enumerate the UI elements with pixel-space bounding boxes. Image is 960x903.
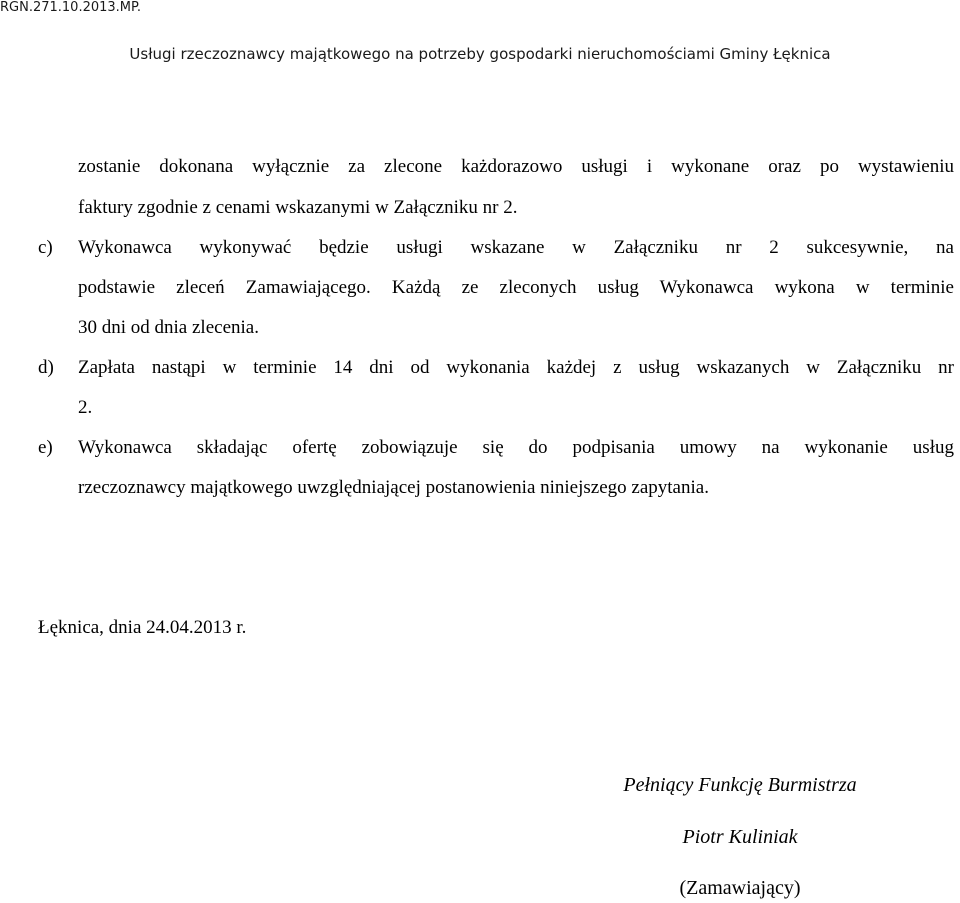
item-c-line-1-word: 2	[769, 237, 779, 258]
item-d-line-2: 2.	[78, 397, 93, 418]
item-c-line-1-word: sukcesywnie,	[806, 237, 909, 258]
item-e-line-1-word: umowy	[679, 437, 737, 458]
item-e-line-1-word: na	[761, 437, 780, 458]
item-c-line-1-word: wskazane	[470, 237, 545, 258]
item-c-line-1-word: nr	[725, 237, 742, 258]
item-c-marker: c)	[38, 237, 53, 258]
item-c-line-1-word: Załączniku	[613, 237, 698, 258]
item-c-line-1-word: w	[572, 237, 586, 258]
item-c-line-1-word: usługi	[396, 237, 443, 258]
document-header-title: Usługi rzeczoznawcy majątkowego na potrzeby gospodarki nieruchomościami Gminy Łęknica	[129, 45, 831, 63]
item-e-line-1-word: Wykonawca	[78, 437, 172, 458]
item-e-line-1-word: ofertę	[292, 437, 337, 458]
item-e-line-1-word: do	[528, 437, 548, 458]
item-c-line-1-word: wykonywać	[199, 237, 292, 258]
continuation-line-1-text: zostanie dokonana wyłącznie za zlecone każdorazowo usługi i wykonane oraz po wystawieniu	[78, 156, 954, 177]
item-c-line-1-word: Wykonawca	[78, 237, 172, 258]
item-e-line-1-word: składając	[196, 437, 268, 458]
item-c-line-1	[78, 237, 954, 259]
continuation-line-2: faktury zgodnie z cenami wskazanymi w Załączniku nr 2.	[78, 197, 518, 218]
item-e-line-2: rzeczoznawcy majątkowego uwzględniającej postanowienia niniejszego zapytania.	[78, 477, 709, 498]
item-c-line-1-word: na	[936, 237, 954, 258]
item-e-line-1-word: się	[482, 437, 504, 458]
item-c-line-1-word: będzie	[319, 237, 369, 258]
item-c-line-2	[78, 277, 954, 299]
item-d-marker: d)	[38, 357, 54, 378]
item-e-line-1-word: wykonanie	[804, 437, 888, 458]
item-e-line-1-word: podpisania	[572, 437, 655, 458]
place-and-date: Łęknica, dnia 24.04.2013 r.	[38, 617, 247, 638]
signature-title: (Zamawiający)	[679, 877, 801, 899]
item-d-line-1-text: Zapłata nastąpi w terminie 14 dni od wykonania każdej z usług wskazanych w Załączniku nr	[78, 357, 954, 378]
item-e-line-1-word: zobowiązuje	[361, 437, 458, 458]
item-c-line-2-text: podstawie zleceń Zamawiającego. Każdą ze zleconych usług Wykonawca wykona w terminie	[78, 277, 954, 298]
item-c-line-3: 30 dni od dnia zlecenia.	[78, 317, 259, 338]
item-d-line-1	[78, 357, 954, 379]
document-reference-number: RGN.271.10.2013.MP.	[0, 0, 141, 15]
item-e-marker: e)	[38, 437, 53, 458]
signature-role: Pełniący Funkcję Burmistrza	[623, 774, 857, 796]
item-e-line-1	[78, 437, 954, 459]
item-e-line-1-word: usług	[912, 437, 954, 458]
continuation-line-1	[78, 156, 954, 178]
signature-name: Piotr Kuliniak	[682, 826, 798, 848]
